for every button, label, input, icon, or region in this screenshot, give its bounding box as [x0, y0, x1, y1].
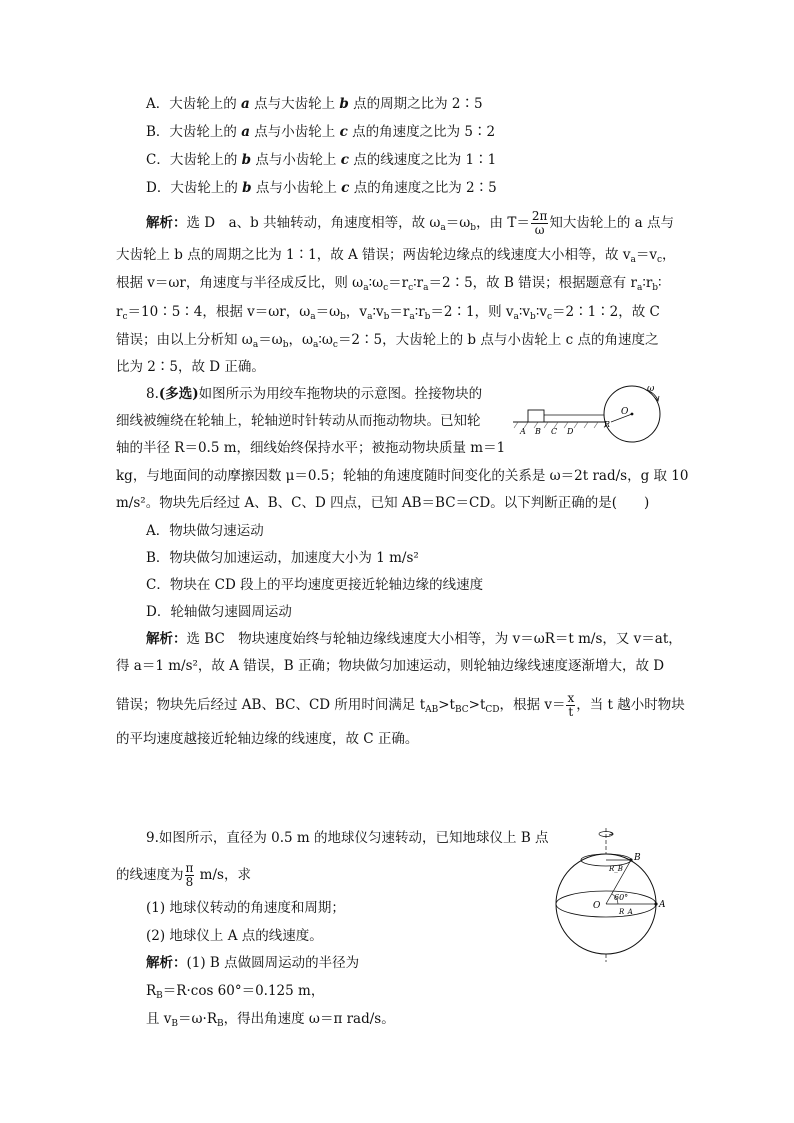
- q7-option-d: D．大齿轮上的 b 点与小齿轮上 c 点的角速度之比为 2∶5: [146, 180, 497, 196]
- q9-solution-line-3: 且 $v_B=\omega\cdot R_B$，得出角速度 ω＝π rad/s。: [146, 1011, 395, 1029]
- q7-solution-line-2: 大齿轮上 b 点的周期之比为 1∶1，故 A 错误；两齿轮边缘点的线速度大小相等，故 $v_a=v_c$，: [116, 247, 676, 265]
- r-label: R: [604, 420, 611, 429]
- x-over-t-fraction: $\frac{x}{t}$: [567, 691, 575, 719]
- omega-label: ω: [647, 384, 655, 394]
- q7-solution-line-4: $r_c=10∶5∶4$，根据 v＝ωr，$\omega_a=\omega_b$，$v_a∶v_b=r_a∶r_b=2∶1$，则 $v_a∶v_b∶v_c=2∶1∶2$，故 C: [116, 304, 660, 322]
- q8-solution-line-1: 解析：选 BC 物块速度始终与轮轴边缘线速度大小相等，为 v＝ωR＝t m/s，又 v＝at，: [146, 631, 682, 647]
- q7-option-c: C．大齿轮上的 b 点与小齿轮上 c 点的线速度之比为 1∶1: [146, 152, 497, 168]
- q7-solution-line-5: 错误；由以上分析知 $\omega_a=\omega_b$，$\omega_a∶\omega_c=2∶5$，大齿轮上的 b 点与小齿轮上 c 点的角速度之: [116, 332, 659, 350]
- label-o: O: [593, 901, 601, 911]
- q9-stem-line-2: 的线速度为 $\frac{\pi}{8}$ m/s，求: [116, 861, 251, 889]
- q7-solution-line-1: 解析：选 D a、b 共轴转动，角速度相等，故 $\omega_a=\omega_b$，由 T＝ $\frac{2\pi}{\omega}$ 知大齿轮上的 a 点与: [146, 209, 675, 237]
- point-a: [654, 902, 657, 905]
- two-pi-over-omega-fraction: $\frac{2\pi}{\omega}$: [531, 209, 548, 237]
- block: [528, 410, 544, 422]
- q8-option-d: D．轮轴做匀速圆周运动: [146, 604, 292, 620]
- q8-solution-line-3: 错误；物块先后经过 AB、BC、CD 所用时间满足 $t_{AB}>t_{BC}>t_{CD}$，根据 v＝ $\frac{x}{t}$ ，当 t 越小时物块: [116, 691, 685, 719]
- q7-solution-line-6: 比为 2∶5，故 D 正确。: [116, 359, 265, 375]
- winch-diagram: [508, 384, 688, 466]
- globe-diagram: [548, 826, 680, 964]
- q8-stem-line-1: 8.(多选)如图所示为用绞车拖物块的示意图。拴接物块的: [146, 386, 483, 402]
- label-angle: 60°: [614, 893, 629, 902]
- q7-option-b: B．大齿轮上的 a 点与小齿轮上 c 点的角速度之比为 5∶2: [146, 124, 496, 140]
- q8-stem-line-2: 细线被缠绕在轮轴上，轮轴逆时针转动从而拖动物块。已知轮: [116, 413, 481, 429]
- q9-stem-line-1: 9.如图所示，直径为 0.5 m 的地球仪匀速转动，已知地球仪上 B 点: [146, 830, 549, 846]
- o-label: O: [621, 407, 629, 417]
- point-b-label: B: [535, 427, 541, 436]
- q8-option-c: C．物块在 CD 段上的平均速度更接近轮轴边缘的线速度: [146, 577, 484, 593]
- q8-stem-line-4: kg，与地面间的动摩擦因数 μ＝0.5；轮轴的角速度随时间变化的关系是 ω＝2t rad/s，g 取 10: [116, 468, 689, 484]
- q8-option-a: A．物块做匀速运动: [146, 523, 264, 539]
- q8-stem-line-5: m/s²。物块先后经过 A、B、C、D 四点，已知 AB＝BC＝CD。以下判断正确的是( ): [116, 495, 650, 511]
- q8-stem-line-3: 轴的半径 R＝0.5 m，细线始终保持水平；被拖动物块质量 m＝1: [116, 440, 506, 456]
- pi-over-8-fraction: $\frac{\pi}{8}$: [185, 861, 194, 889]
- point-d-label: D: [567, 427, 574, 436]
- label-b: B: [634, 853, 641, 863]
- q9-solution-line-1: 解析：(1) B 点做圆周运动的半径为: [146, 955, 360, 971]
- q9-subquestion-2: (2) 地球仪上 A 点的线速度。: [146, 928, 323, 944]
- point-b: [629, 858, 632, 861]
- point-a-label: A: [520, 427, 526, 436]
- q7-option-a: A．大齿轮上的 a 点与大齿轮上 b 点的周期之比为 2∶5: [146, 96, 483, 112]
- label-ra: R_A: [619, 908, 633, 916]
- q8-option-b: B．物块做匀加速运动，加速度大小为 1 m/s²: [146, 550, 419, 566]
- q7-solution-line-3: 根据 v＝ωr，角速度与半径成反比，则 $\omega_a∶\omega_c=r_c∶r_a=2∶5$，故 B 错误；根据题意有 $r_a∶r_b∶$: [116, 275, 662, 293]
- q9-subquestion-1: (1) 地球仪转动的角速度和周期；: [146, 900, 345, 916]
- q8-solution-line-2: 得 a＝1 m/s²，故 A 错误，B 正确；物块做匀加速运动，则轮轴边缘线速度逐渐增大，故 D: [116, 658, 665, 674]
- label-a: A: [659, 900, 666, 910]
- q8-solution-line-4: 的平均速度越接近轮轴边缘的线速度，故 C 正确。: [116, 731, 419, 747]
- q9-solution-line-2: $R_B=R\cdot\cos$ 60°＝0.125 m，: [146, 983, 325, 1001]
- label-rb: R_B: [609, 865, 623, 873]
- point-c-label: C: [551, 427, 558, 436]
